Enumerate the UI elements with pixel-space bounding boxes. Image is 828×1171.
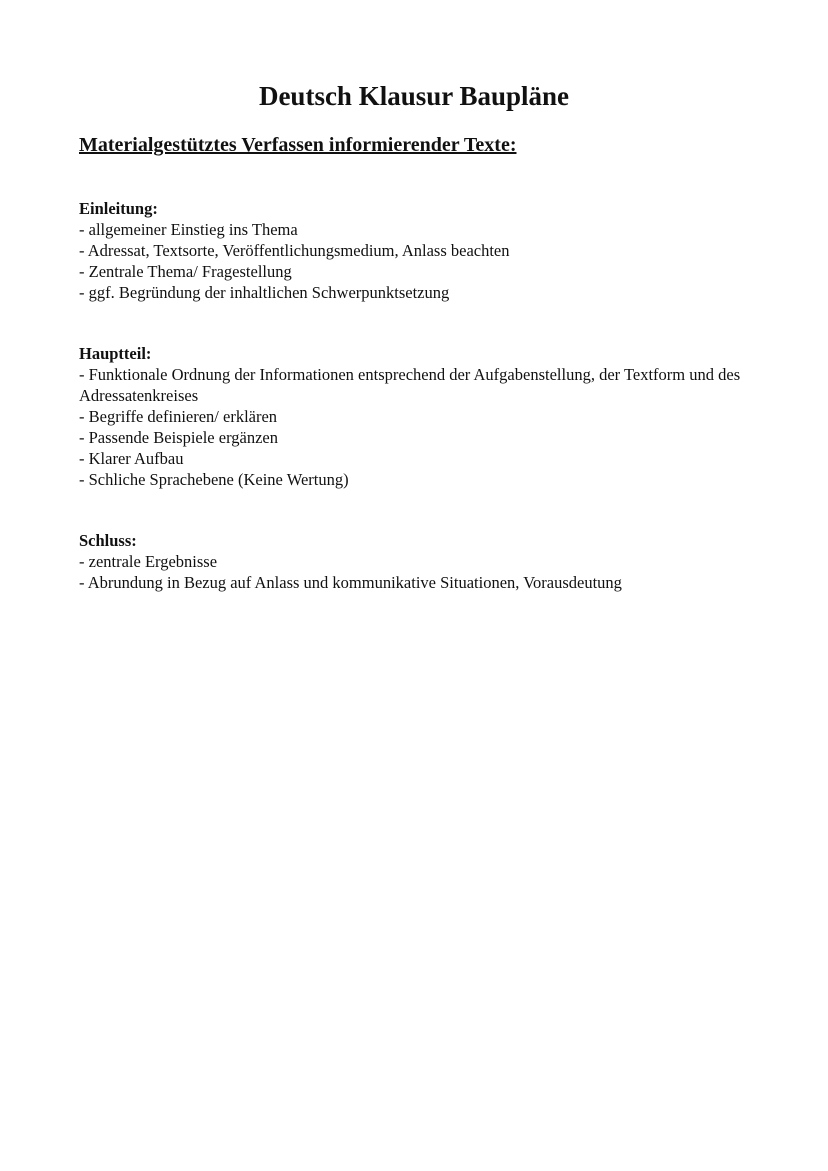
section-heading: Hauptteil: (79, 344, 152, 363)
section-list (79, 219, 759, 303)
list-item: - Klarer Aufbau (79, 449, 184, 468)
section-heading: Einleitung: (79, 199, 158, 218)
list-item: - Funktionale Ordnung der Informationen entsprechend der Aufgabenstellung, der Textform und des Adressatenkreises (79, 365, 741, 405)
section-list (79, 364, 759, 490)
section-heading: Schluss: (79, 531, 137, 550)
document-subtitle: Materialgestütztes Verfassen informierender Texte: (79, 134, 517, 156)
list-item: - Abrundung in Bezug auf Anlass und kommunikative Situationen, Vorausdeutung (79, 573, 622, 592)
list-item: - Zentrale Thema/ Fragestellung (79, 262, 292, 281)
list-item: - Begriffe definieren/ erklären (79, 407, 278, 426)
list-item: - Schliche Sprachebene (Keine Wertung) (79, 470, 349, 489)
document-title: Deutsch Klausur Baupläne (258, 81, 570, 111)
list-item: - allgemeiner Einstieg ins Thema (79, 220, 298, 239)
list-item: - Passende Beispiele ergänzen (79, 428, 278, 447)
section-hauptteil (79, 343, 759, 490)
section-schluss (79, 530, 759, 593)
list-item: - zentrale Ergebnisse (79, 552, 218, 571)
list-item: - Adressat, Textsorte, Veröffentlichungsmedium, Anlass beachten (79, 241, 510, 260)
section-list (79, 551, 759, 593)
list-item: - ggf. Begründung der inhaltlichen Schwerpunktsetzung (79, 283, 450, 302)
section-einleitung (79, 198, 759, 303)
